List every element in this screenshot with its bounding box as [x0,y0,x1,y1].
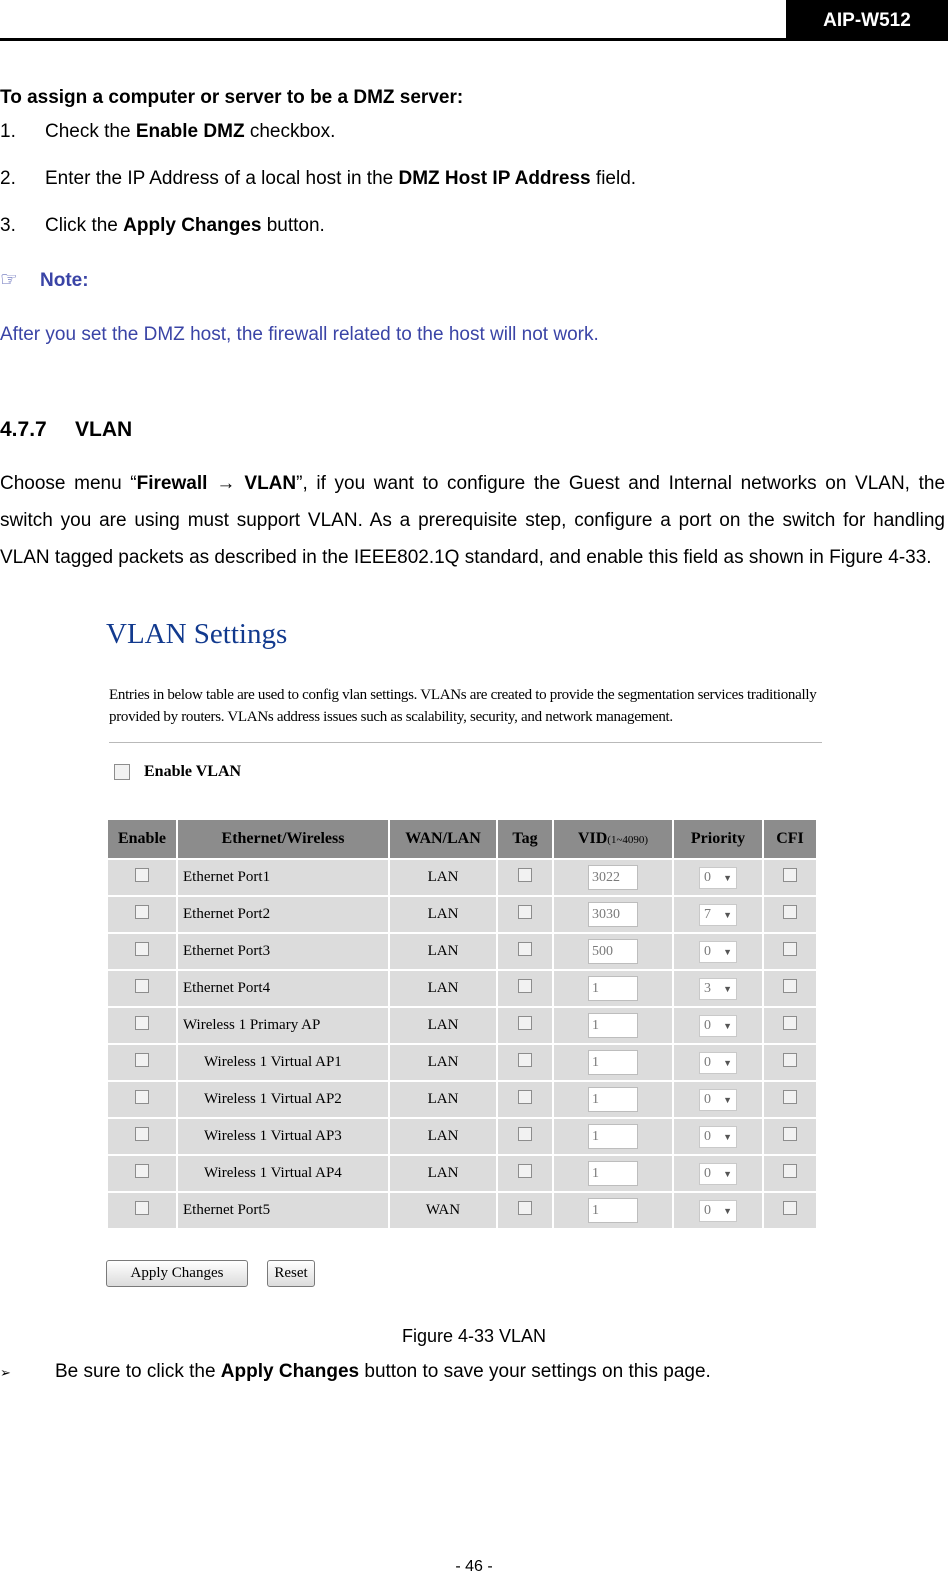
tag-cell [498,1045,552,1080]
row-enable-checkbox[interactable] [135,1127,149,1141]
wan-lan-value: LAN [390,1119,496,1154]
priority-select[interactable] [699,1015,737,1037]
vid-cell [554,1082,672,1117]
vid-cell [554,971,672,1006]
priority-select[interactable] [699,1089,737,1111]
figure-caption: Figure 4-33 VLAN [401,1326,547,1346]
dropdown-caret-icon: ▼ [723,1131,732,1142]
step-text: Check the [45,121,136,142]
interface-name: Wireless 1 Virtual AP4 [178,1156,388,1191]
section-intro [0,465,945,576]
vid-cell [554,860,672,895]
bullet-text: Be sure to click the [55,1361,221,1382]
priority-cell [674,934,762,969]
vlan-settings-screenshot [100,618,840,1318]
step-bold: Enable DMZ [135,121,245,142]
enable-cell [108,934,176,969]
enable-vlan-label: Enable VLAN [144,763,242,780]
interface-name: Wireless 1 Virtual AP1 [178,1045,388,1080]
section-number: 4.7.7 [0,418,47,441]
tag-cell [498,897,552,932]
wan-lan-value: LAN [390,934,496,969]
vid-input[interactable]: 1 [588,1087,638,1112]
interface-name: Ethernet Port3 [178,934,388,969]
table-row [108,971,816,1006]
step-text: field. [590,168,637,189]
cfi-checkbox[interactable] [783,942,797,956]
vid-cell [554,1119,672,1154]
dropdown-caret-icon: ▼ [723,1020,732,1031]
intro-text: Choose menu “ [0,473,137,494]
intro-text: ”, if you want to configure the Guest and Internal networks on VLAN, the switch you are using must support VLAN. As a prerequisite step, configure a port on the switch for handling VLAN tagged packets as described in the IEEE802.1Q standard, and enable this field as shown in Figure 4-33. [0,473,946,568]
tag-checkbox[interactable] [518,1201,532,1215]
tag-cell [498,1008,552,1043]
tag-cell [498,934,552,969]
reset-button[interactable]: Reset [267,1260,315,1287]
tag-checkbox[interactable] [518,868,532,882]
tag-checkbox[interactable] [518,1090,532,1104]
wan-lan-value: LAN [390,1082,496,1117]
priority-select[interactable] [699,941,737,963]
priority-value: 0 [704,1017,711,1033]
tag-checkbox[interactable] [518,1127,532,1141]
cfi-checkbox[interactable] [783,1127,797,1141]
vid-input[interactable]: 1 [588,1050,638,1075]
dropdown-caret-icon: ▼ [723,1205,732,1216]
col-interface: Ethernet/Wireless [178,820,388,858]
bullet-text: button to save your settings on this page. [359,1361,711,1382]
priority-cell [674,1082,762,1117]
tag-cell [498,1119,552,1154]
priority-cell [674,860,762,895]
priority-select[interactable] [699,1200,737,1222]
col-wan-lan: WAN/LAN [390,820,496,858]
cfi-checkbox[interactable] [783,1053,797,1067]
cfi-cell [764,1156,816,1191]
wan-lan-value: LAN [390,1156,496,1191]
menu-vlan: VLAN [244,473,297,494]
cfi-checkbox[interactable] [783,868,797,882]
dropdown-caret-icon: ▼ [723,1057,732,1068]
dropdown-caret-icon: ▼ [723,872,732,883]
enable-cell [108,1156,176,1191]
row-enable-checkbox[interactable] [135,1016,149,1030]
wan-lan-value: LAN [390,1045,496,1080]
wan-lan-value: WAN [390,1193,496,1228]
step-text: checkbox. [244,121,336,142]
cfi-checkbox[interactable] [783,979,797,993]
priority-value: 3 [704,980,711,996]
priority-cell [674,897,762,932]
vid-input[interactable]: 1 [588,1124,638,1149]
priority-cell [674,1008,762,1043]
interface-name: Ethernet Port5 [178,1193,388,1228]
vlan-settings-description: Entries in below table are used to config vlan settings. VLANs are created to provide the segmentation services traditionally provided by routers. VLANs address issues such as scalability, security, and network management. [109,687,817,725]
wan-lan-value: LAN [390,860,496,895]
cfi-checkbox[interactable] [783,1016,797,1030]
priority-cell [674,1156,762,1191]
table-row [108,897,816,932]
cfi-cell [764,1008,816,1043]
bullet-arrow-icon: ➢ [0,1365,11,1380]
row-enable-checkbox[interactable] [135,1164,149,1178]
bullet-bold: Apply Changes [220,1361,360,1382]
cfi-cell [764,860,816,895]
priority-cell [674,1045,762,1080]
section-heading [0,418,132,442]
step-number: 1. [0,121,16,142]
priority-select[interactable] [699,1126,737,1148]
model-label: AIP-W512 [786,0,948,41]
priority-cell [674,1119,762,1154]
cfi-cell [764,934,816,969]
table-row [108,1008,816,1043]
dropdown-caret-icon: ▼ [723,946,732,957]
tag-cell [498,1156,552,1191]
vid-input[interactable]: 500 [588,939,638,964]
table-row [108,934,816,969]
priority-value: 7 [704,906,711,922]
priority-value: 0 [704,1202,711,1218]
col-vid [554,820,672,858]
tag-cell [498,1082,552,1117]
cfi-checkbox[interactable] [783,1164,797,1178]
enable-cell [108,860,176,895]
priority-value: 0 [704,1091,711,1107]
enable-cell [108,1082,176,1117]
priority-value: 0 [704,1128,711,1144]
vid-input[interactable]: 1 [588,976,638,1001]
tag-cell [498,971,552,1006]
enable-cell [108,971,176,1006]
dropdown-caret-icon: ▼ [723,1094,732,1105]
priority-select[interactable] [699,904,737,926]
divider [109,742,822,743]
dmz-heading: To assign a computer or server to be a DMZ server: [0,87,464,108]
step-1 [0,120,335,144]
bullet-note [0,1361,711,1383]
table-row [108,1156,816,1191]
tag-checkbox[interactable] [518,942,532,956]
note-label: Note: [40,270,89,291]
cfi-checkbox[interactable] [783,905,797,919]
interface-name: Ethernet Port1 [178,860,388,895]
enable-vlan-row [114,763,241,781]
step-number: 3. [0,215,16,236]
cfi-checkbox[interactable] [783,1201,797,1215]
page-number: - 46 - [455,1558,493,1575]
note-heading [0,268,89,293]
table-header-row [108,820,816,858]
table-row [108,1082,816,1117]
vid-input[interactable]: 1 [588,1161,638,1186]
tag-checkbox[interactable] [518,1164,532,1178]
priority-value: 0 [704,1165,711,1181]
dropdown-caret-icon: ▼ [723,1168,732,1179]
vid-cell [554,897,672,932]
row-enable-checkbox[interactable] [135,1090,149,1104]
priority-cell [674,1193,762,1228]
col-vid-label: VID [577,830,608,847]
interface-name: Wireless 1 Virtual AP2 [178,1082,388,1117]
priority-value: 0 [704,869,711,885]
interface-name: Wireless 1 Primary AP [178,1008,388,1043]
col-enable: Enable [108,820,176,858]
interface-name: Ethernet Port4 [178,971,388,1006]
table-row [108,1119,816,1154]
priority-value: 0 [704,1054,711,1070]
enable-cell [108,1193,176,1228]
vlan-settings-title: VLAN Settings [106,618,288,650]
dropdown-caret-icon: ▼ [723,909,732,920]
interface-name: Ethernet Port2 [178,897,388,932]
col-vid-range: (1~4090) [607,834,649,846]
cfi-cell [764,1193,816,1228]
tag-cell [498,1193,552,1228]
vid-cell [554,1193,672,1228]
step-text: Click the [45,215,124,236]
vid-input[interactable]: 3030 [588,902,638,927]
row-enable-checkbox[interactable] [135,1201,149,1215]
col-cfi: CFI [764,820,816,858]
step-text: button. [261,215,325,236]
table-row [108,860,816,895]
table-row [108,1045,816,1080]
priority-cell [674,971,762,1006]
vid-cell [554,934,672,969]
vid-input[interactable]: 3022 [588,865,638,890]
col-priority: Priority [674,820,762,858]
priority-value: 0 [704,943,711,959]
row-enable-checkbox[interactable] [135,979,149,993]
step-3 [0,214,325,238]
cfi-cell [764,1045,816,1080]
enable-cell [108,1119,176,1154]
cfi-cell [764,1119,816,1154]
row-enable-checkbox[interactable] [135,868,149,882]
enable-cell [108,1008,176,1043]
enable-vlan-checkbox[interactable] [114,764,130,780]
interface-name: Wireless 1 Virtual AP3 [178,1119,388,1154]
enable-cell [108,1045,176,1080]
tag-checkbox[interactable] [518,1053,532,1067]
vid-cell [554,1008,672,1043]
cfi-cell [764,971,816,1006]
tag-checkbox[interactable] [518,905,532,919]
row-enable-checkbox[interactable] [135,905,149,919]
vid-input[interactable]: 1 [588,1198,638,1223]
pointing-hand-icon: ☞ [0,269,18,291]
col-tag: Tag [498,820,552,858]
cfi-cell [764,1082,816,1117]
priority-select[interactable] [699,978,737,1000]
apply-changes-button[interactable]: Apply Changes [106,1260,248,1287]
step-bold: DMZ Host IP Address [398,168,591,189]
wan-lan-value: LAN [390,971,496,1006]
vid-cell [554,1045,672,1080]
step-number: 2. [0,168,16,189]
dropdown-caret-icon: ▼ [723,983,732,994]
priority-select[interactable] [699,1163,737,1185]
row-enable-checkbox[interactable] [135,942,149,956]
section-title: VLAN [75,418,133,441]
arrow-right-icon: → [216,473,236,494]
tag-checkbox[interactable] [518,979,532,993]
vlan-table [106,818,818,1230]
vid-input[interactable]: 1 [588,1013,638,1038]
menu-firewall: Firewall [136,473,208,494]
note-text: After you set the DMZ host, the firewall related to the host will not work. [0,324,599,345]
table-row [108,1193,816,1228]
wan-lan-value: LAN [390,1008,496,1043]
enable-cell [108,897,176,932]
priority-select[interactable] [699,867,737,889]
step-text: Enter the IP Address of a local host in the [45,168,399,189]
wan-lan-value: LAN [390,897,496,932]
priority-select[interactable] [699,1052,737,1074]
tag-cell [498,860,552,895]
vid-cell [554,1156,672,1191]
row-enable-checkbox[interactable] [135,1053,149,1067]
cfi-checkbox[interactable] [783,1090,797,1104]
step-2 [0,167,636,191]
step-bold: Apply Changes [123,215,262,236]
cfi-cell [764,897,816,932]
tag-checkbox[interactable] [518,1016,532,1030]
